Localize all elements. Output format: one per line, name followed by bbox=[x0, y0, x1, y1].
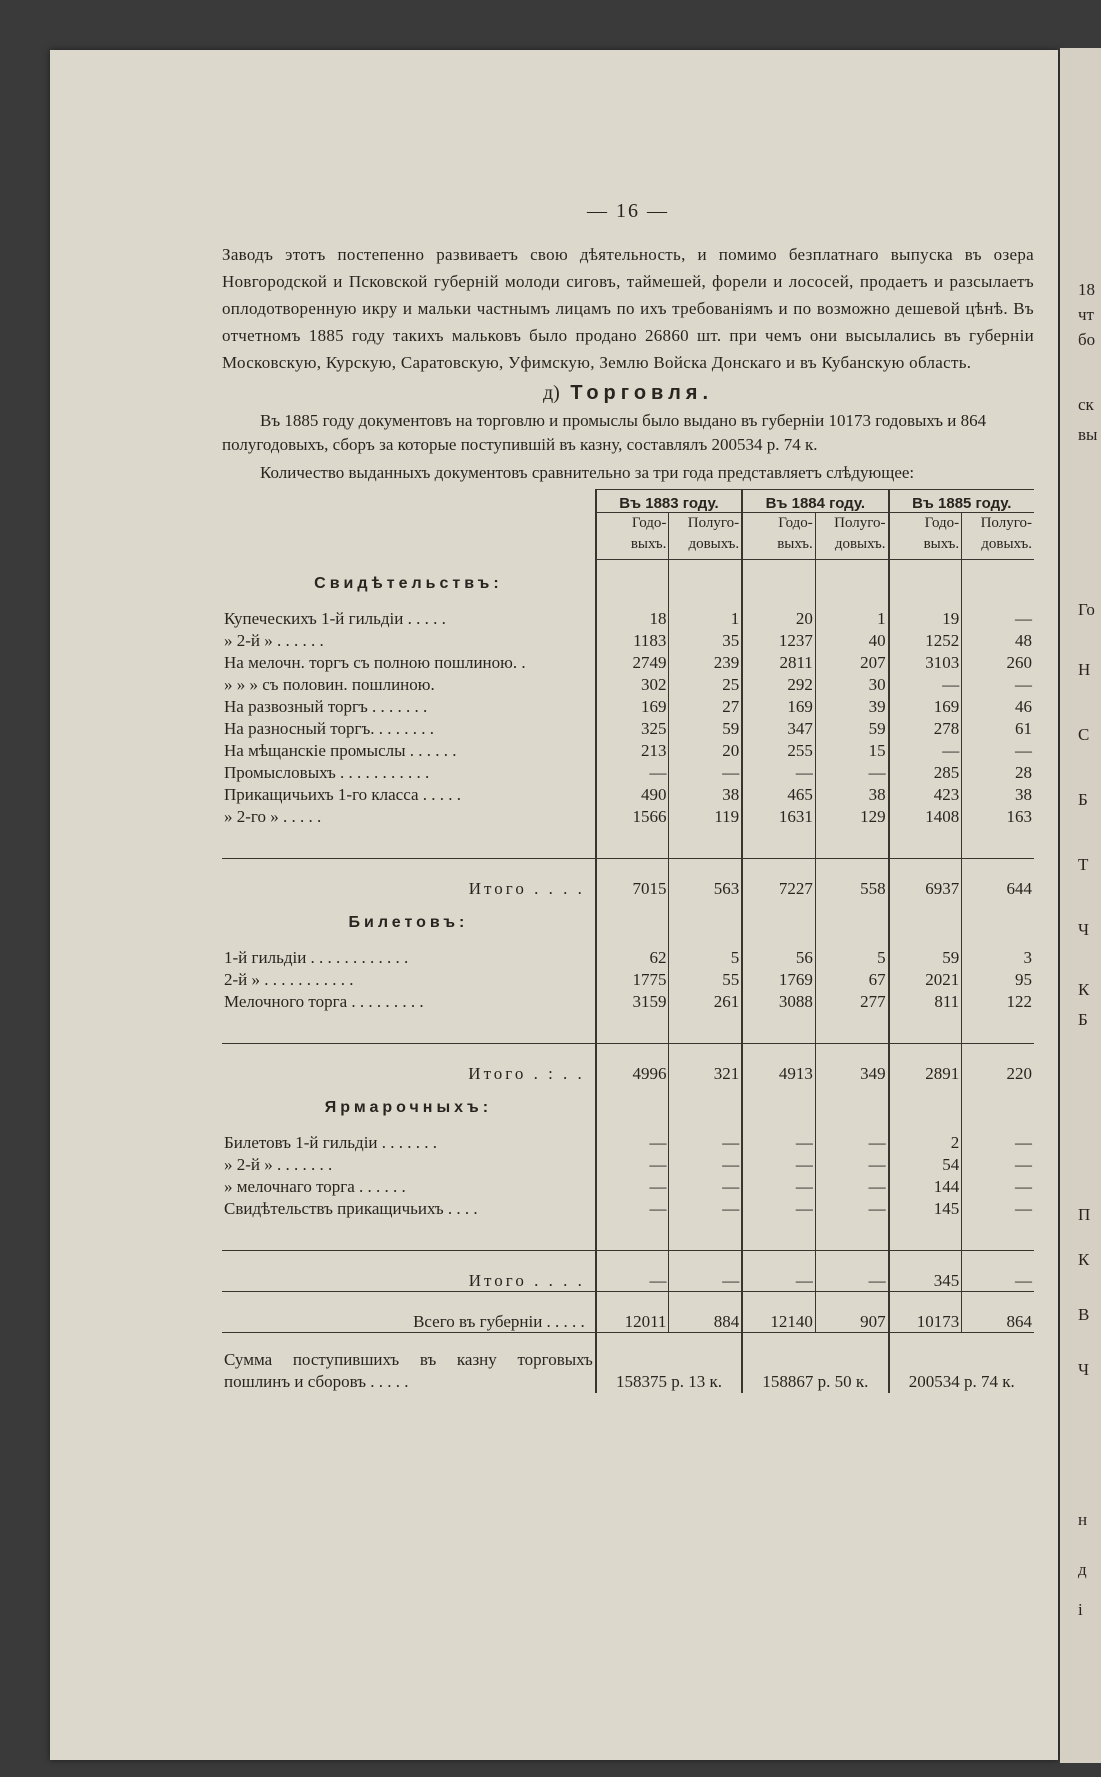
table-cell: 1775 bbox=[596, 969, 669, 991]
sum-cell: 158375 р. 13 к. bbox=[596, 1332, 742, 1393]
table-cell: 62 bbox=[596, 947, 669, 969]
section-heading bbox=[222, 382, 1034, 405]
table-cell: — bbox=[962, 674, 1034, 696]
table-cell: — bbox=[962, 1154, 1034, 1176]
table-cell: 145 bbox=[889, 1198, 962, 1220]
row-label: Свидѣтельствъ прикащичьихъ . . . . bbox=[224, 1198, 478, 1218]
column-header: Полуго-довыхъ. bbox=[815, 513, 888, 560]
table-corner bbox=[222, 513, 596, 560]
table-cell: 129 bbox=[815, 806, 888, 828]
table-cell: 558 bbox=[815, 858, 888, 899]
table-cell: 163 bbox=[962, 806, 1034, 828]
sum-row bbox=[222, 1332, 1034, 1393]
margin-fragment: і bbox=[1078, 1600, 1083, 1619]
row-label: » 2-й » . . . . . . bbox=[224, 630, 324, 650]
grand-total-row bbox=[222, 1291, 1034, 1332]
total-row bbox=[222, 858, 1034, 899]
table-cell: — bbox=[669, 762, 742, 784]
row-label: » 2-й » . . . . . . . bbox=[224, 1154, 333, 1174]
table-cell: 349 bbox=[815, 1043, 888, 1084]
table-cell: 144 bbox=[889, 1176, 962, 1198]
margin-fragment: К bbox=[1078, 1250, 1090, 1269]
table-cell: 6937 bbox=[889, 858, 962, 899]
table-cell: — bbox=[669, 1154, 742, 1176]
row-label: Билетовъ 1-й гильдіи . . . . . . . bbox=[224, 1132, 438, 1152]
table-cell-empty bbox=[889, 828, 962, 859]
table-cell: — bbox=[815, 762, 888, 784]
table-row bbox=[222, 1198, 1034, 1220]
table-cell-empty bbox=[596, 828, 669, 859]
column-header: Годо-выхъ. bbox=[596, 513, 669, 560]
year-header: Въ 1885 году. bbox=[889, 490, 1034, 513]
table-cell: 884 bbox=[669, 1291, 742, 1332]
margin-fragment: бо bbox=[1078, 330, 1096, 349]
section-title: Билетовъ: bbox=[348, 913, 469, 931]
table-row bbox=[222, 806, 1034, 828]
table-cell: — bbox=[596, 1132, 669, 1154]
table-cell: — bbox=[815, 1176, 888, 1198]
table-cell-empty bbox=[889, 1013, 962, 1044]
margin-fragment: Т bbox=[1078, 855, 1089, 874]
table-cell: 1631 bbox=[742, 806, 815, 828]
table-cell-empty bbox=[742, 560, 815, 608]
table-cell-empty bbox=[962, 899, 1034, 947]
table-cell: 213 bbox=[596, 740, 669, 762]
table-cell: 5 bbox=[815, 947, 888, 969]
row-label: На развозный торгъ . . . . . . . bbox=[224, 696, 428, 716]
table-row bbox=[222, 630, 1034, 652]
table-row bbox=[222, 762, 1034, 784]
table-cell: 2749 bbox=[596, 652, 669, 674]
table-cell: — bbox=[815, 1132, 888, 1154]
table-cell: 30 bbox=[815, 674, 888, 696]
table-cell: 54 bbox=[889, 1154, 962, 1176]
margin-fragment: П bbox=[1078, 1205, 1091, 1224]
table-cell-empty bbox=[596, 1084, 669, 1132]
grand-total-label: Всего въ губерніи . . . . . bbox=[222, 1291, 596, 1332]
table-cell: 1237 bbox=[742, 630, 815, 652]
margin-fragment: н bbox=[1078, 1510, 1088, 1529]
table-cell: — bbox=[962, 740, 1034, 762]
table-cell-empty bbox=[596, 1013, 669, 1044]
table-row bbox=[222, 740, 1034, 762]
table-cell: — bbox=[596, 762, 669, 784]
table-cell: — bbox=[669, 1132, 742, 1154]
table-cell-empty bbox=[962, 828, 1034, 859]
margin-fragment: ск bbox=[1078, 395, 1094, 414]
row-label: На мелочн. торгъ съ полною пошлиною. . bbox=[224, 652, 526, 672]
table-cell-empty bbox=[815, 1084, 888, 1132]
table-cell: — bbox=[815, 1250, 888, 1291]
table-cell: — bbox=[742, 1176, 815, 1198]
table-cell: 1408 bbox=[889, 806, 962, 828]
table-cell-empty bbox=[815, 1220, 888, 1251]
table-cell-empty bbox=[669, 1013, 742, 1044]
table-cell: — bbox=[742, 1250, 815, 1291]
column-header: Полуго-довыхъ. bbox=[962, 513, 1034, 560]
row-label: Мелочного торга . . . . . . . . . bbox=[224, 991, 424, 1011]
total-label: Итого . . . . bbox=[222, 858, 596, 899]
row-label: 2-й » . . . . . . . . . . . bbox=[224, 969, 354, 989]
row-label: » мелочнаго торга . . . . . . bbox=[224, 1176, 406, 1196]
page-content bbox=[222, 200, 1034, 1393]
table-cell: 3103 bbox=[889, 652, 962, 674]
table-cell: 1 bbox=[815, 608, 888, 630]
margin-fragment: В bbox=[1078, 1305, 1090, 1324]
table-cell-empty bbox=[669, 828, 742, 859]
table-cell-empty bbox=[815, 560, 888, 608]
table-cell: 20 bbox=[669, 740, 742, 762]
table-cell: 46 bbox=[962, 696, 1034, 718]
sum-cell: 200534 р. 74 к. bbox=[889, 1332, 1034, 1393]
sum-label: Сумма поступившихъ въ казну торговыхъ пошлинъ и сборовъ . . . . . bbox=[222, 1332, 596, 1393]
table-cell-empty bbox=[889, 1084, 962, 1132]
column-header: Годо-выхъ. bbox=[889, 513, 962, 560]
table-cell: 12011 bbox=[596, 1291, 669, 1332]
table-cell: 1769 bbox=[742, 969, 815, 991]
table-cell: 59 bbox=[669, 718, 742, 740]
table-cell-empty bbox=[815, 899, 888, 947]
table-cell: 169 bbox=[596, 696, 669, 718]
table-cell-empty bbox=[962, 560, 1034, 608]
table-cell: 35 bbox=[669, 630, 742, 652]
margin-fragment: д bbox=[1078, 1560, 1087, 1579]
row-label: Прикащичьихъ 1-го класса . . . . . bbox=[224, 784, 461, 804]
row-label: » » » съ половин. пошлиною. bbox=[224, 674, 435, 694]
table-cell: 1252 bbox=[889, 630, 962, 652]
table-row bbox=[222, 969, 1034, 991]
margin-fragment: К bbox=[1078, 980, 1090, 999]
table-cell: 4996 bbox=[596, 1043, 669, 1084]
table-cell: — bbox=[889, 674, 962, 696]
table-cell: 261 bbox=[669, 991, 742, 1013]
margin-fragment: Н bbox=[1078, 660, 1091, 679]
column-header: Полуго-довыхъ. bbox=[669, 513, 742, 560]
margin-fragment: 18 bbox=[1078, 280, 1095, 299]
table-cell: — bbox=[815, 1198, 888, 1220]
table-cell: 2 bbox=[889, 1132, 962, 1154]
total-label: Итого . . . . bbox=[222, 1250, 596, 1291]
margin-fragment: Ч bbox=[1078, 1360, 1090, 1379]
table-cell: 1 bbox=[669, 608, 742, 630]
table-cell: 3088 bbox=[742, 991, 815, 1013]
heading-letter: д) bbox=[542, 382, 560, 404]
table-cell: — bbox=[596, 1250, 669, 1291]
table-cell: 260 bbox=[962, 652, 1034, 674]
margin-fragment: Б bbox=[1078, 790, 1088, 809]
table-cell: — bbox=[596, 1176, 669, 1198]
margin-fragment: чт bbox=[1078, 305, 1094, 324]
table-cell: 2021 bbox=[889, 969, 962, 991]
table-cell: — bbox=[742, 762, 815, 784]
table-cell: — bbox=[596, 1198, 669, 1220]
table-cell: 28 bbox=[962, 762, 1034, 784]
total-row bbox=[222, 1250, 1034, 1291]
table-row bbox=[222, 696, 1034, 718]
table-cell: 292 bbox=[742, 674, 815, 696]
table-cell: 61 bbox=[962, 718, 1034, 740]
table-cell: 15 bbox=[815, 740, 888, 762]
table-cell: — bbox=[669, 1250, 742, 1291]
table-cell: 18 bbox=[596, 608, 669, 630]
table-cell-empty bbox=[596, 1220, 669, 1251]
table-cell: 347 bbox=[742, 718, 815, 740]
table-cell: 25 bbox=[669, 674, 742, 696]
table-cell: — bbox=[669, 1176, 742, 1198]
heading-text: Торговля. bbox=[570, 382, 714, 404]
year-header: Въ 1883 году. bbox=[596, 490, 742, 513]
table-cell: 490 bbox=[596, 784, 669, 806]
table-cell: — bbox=[962, 1250, 1034, 1291]
adjacent-page-edge bbox=[1060, 48, 1101, 1763]
table-cell-empty bbox=[889, 560, 962, 608]
table-row bbox=[222, 991, 1034, 1013]
table-row bbox=[222, 674, 1034, 696]
table-cell-empty bbox=[669, 899, 742, 947]
table-row bbox=[222, 718, 1034, 740]
table-cell: 644 bbox=[962, 858, 1034, 899]
table-cell: 239 bbox=[669, 652, 742, 674]
table-cell: 10173 bbox=[889, 1291, 962, 1332]
table-cell: 20 bbox=[742, 608, 815, 630]
table-cell: 285 bbox=[889, 762, 962, 784]
row-label: Купеческихъ 1-й гильдіи . . . . . bbox=[224, 608, 446, 628]
table-cell: 95 bbox=[962, 969, 1034, 991]
section-title: Ярмарочныхъ: bbox=[324, 1098, 493, 1116]
table-cell-empty bbox=[669, 1084, 742, 1132]
margin-fragment: Ч bbox=[1078, 920, 1090, 939]
table-cell: 278 bbox=[889, 718, 962, 740]
row-label: Промысловыхъ . . . . . . . . . . . bbox=[224, 762, 430, 782]
table-row bbox=[222, 652, 1034, 674]
section-title: Свидѣтельствъ: bbox=[314, 574, 503, 592]
table-cell: 38 bbox=[669, 784, 742, 806]
table-cell: — bbox=[962, 608, 1034, 630]
table-row bbox=[222, 1154, 1034, 1176]
margin-fragment: вы bbox=[1078, 425, 1098, 444]
table-cell: 48 bbox=[962, 630, 1034, 652]
table-cell: 255 bbox=[742, 740, 815, 762]
table-row bbox=[222, 608, 1034, 630]
table-cell: — bbox=[669, 1198, 742, 1220]
row-label: На разносный торгъ. . . . . . . . bbox=[224, 718, 434, 738]
table-cell-empty bbox=[742, 1084, 815, 1132]
spacer bbox=[222, 828, 596, 859]
table-cell: 907 bbox=[815, 1291, 888, 1332]
table-cell: 27 bbox=[669, 696, 742, 718]
table-row bbox=[222, 784, 1034, 806]
table-cell-empty bbox=[962, 1220, 1034, 1251]
table-corner bbox=[222, 490, 596, 513]
table-cell-empty bbox=[596, 560, 669, 608]
table-cell-empty bbox=[742, 1220, 815, 1251]
table-cell: 40 bbox=[815, 630, 888, 652]
page-number: — 16 — bbox=[587, 200, 669, 222]
table-cell: 169 bbox=[742, 696, 815, 718]
table-cell: 302 bbox=[596, 674, 669, 696]
trade-documents-table bbox=[222, 489, 1034, 1393]
margin-fragment: Б bbox=[1078, 1010, 1088, 1029]
table-cell-empty bbox=[889, 899, 962, 947]
table-cell: 1183 bbox=[596, 630, 669, 652]
row-label: 1-й гильдіи . . . . . . . . . . . . bbox=[224, 947, 409, 967]
table-cell: 811 bbox=[889, 991, 962, 1013]
table-cell: 5 bbox=[669, 947, 742, 969]
table-cell: — bbox=[889, 740, 962, 762]
table-cell: 55 bbox=[669, 969, 742, 991]
table-cell: — bbox=[742, 1154, 815, 1176]
margin-fragment: Го bbox=[1078, 600, 1095, 619]
column-header: Годо-выхъ. bbox=[742, 513, 815, 560]
year-header: Въ 1884 году. bbox=[742, 490, 888, 513]
table-cell-empty bbox=[742, 828, 815, 859]
table-cell-empty bbox=[815, 1013, 888, 1044]
table-row bbox=[222, 947, 1034, 969]
table-cell: 3159 bbox=[596, 991, 669, 1013]
table-cell: 122 bbox=[962, 991, 1034, 1013]
paragraph-comparison: Количество выданныхъ документовъ сравнительно за три года представляетъ слѣдующее: bbox=[260, 463, 915, 482]
spacer bbox=[222, 1220, 596, 1251]
table-cell: 7015 bbox=[596, 858, 669, 899]
table-cell-empty bbox=[742, 1013, 815, 1044]
table-cell-empty bbox=[889, 1220, 962, 1251]
row-label: » 2-го » . . . . . bbox=[224, 806, 322, 826]
table-cell: 19 bbox=[889, 608, 962, 630]
total-label: Итого . : . . bbox=[222, 1043, 596, 1084]
table-cell: 38 bbox=[815, 784, 888, 806]
table-cell: 169 bbox=[889, 696, 962, 718]
total-row bbox=[222, 1043, 1034, 1084]
table-cell: 59 bbox=[889, 947, 962, 969]
table-cell: 465 bbox=[742, 784, 815, 806]
spacer bbox=[222, 1013, 596, 1044]
table-cell-empty bbox=[596, 899, 669, 947]
table-cell: 4913 bbox=[742, 1043, 815, 1084]
table-cell-empty bbox=[962, 1013, 1034, 1044]
row-label: На мѣщанскіе промыслы . . . . . . bbox=[224, 740, 457, 760]
table-cell: 56 bbox=[742, 947, 815, 969]
table-cell: 3 bbox=[962, 947, 1034, 969]
table-cell: 423 bbox=[889, 784, 962, 806]
table-cell: 59 bbox=[815, 718, 888, 740]
table-cell: 7227 bbox=[742, 858, 815, 899]
table-cell: — bbox=[962, 1198, 1034, 1220]
table-cell-empty bbox=[742, 899, 815, 947]
table-cell: 563 bbox=[669, 858, 742, 899]
paragraph-trade-1885: Въ 1885 году документовъ на торговлю и промыслы было выдано въ губерніи 10173 годовыхъ и 864 полугодовыхъ, сборъ за которые поступившій въ казну, составлялъ 200534 р. 74 к. bbox=[222, 411, 987, 454]
table-cell: 12140 bbox=[742, 1291, 815, 1332]
table-cell: — bbox=[742, 1198, 815, 1220]
table-cell: — bbox=[962, 1132, 1034, 1154]
table-cell: — bbox=[596, 1154, 669, 1176]
table-cell: 220 bbox=[962, 1043, 1034, 1084]
margin-fragment: С bbox=[1078, 725, 1090, 744]
table-cell: 277 bbox=[815, 991, 888, 1013]
table-row bbox=[222, 1132, 1034, 1154]
table-cell: 119 bbox=[669, 806, 742, 828]
table-cell-empty bbox=[669, 1220, 742, 1251]
table-cell: — bbox=[742, 1132, 815, 1154]
table-cell: 207 bbox=[815, 652, 888, 674]
paragraph-fish-hatchery: Заводъ этотъ постепенно развиваетъ свою дѣятельность, и помимо безплатнаго выпуска въ озера Новгородской и Псковской губерній молоди сиговъ, таймешей, форели и лососей, продаетъ и разсылаетъ оплодотворенную икру и мальки частнымъ лицамъ по ихъ требованіямъ и по возможно дешевой цѣнѣ. Въ отчетномъ 1885 году такихъ мальковъ было продано 26860 шт. при чемъ они высылались въ губерніи Московскую, Курскую, Саратовскую, Уфимскую, Землю Войска Донскаго и въ Кубанскую область. bbox=[222, 245, 1034, 372]
table-cell-empty bbox=[815, 828, 888, 859]
table-cell: 2891 bbox=[889, 1043, 962, 1084]
table-cell-empty bbox=[669, 560, 742, 608]
table-cell: 39 bbox=[815, 696, 888, 718]
table-cell: 345 bbox=[889, 1250, 962, 1291]
table-cell: — bbox=[815, 1154, 888, 1176]
table-cell: 325 bbox=[596, 718, 669, 740]
table-row bbox=[222, 1176, 1034, 1198]
table-cell: — bbox=[962, 1176, 1034, 1198]
table-cell: 67 bbox=[815, 969, 888, 991]
table-cell: 864 bbox=[962, 1291, 1034, 1332]
table-cell: 321 bbox=[669, 1043, 742, 1084]
table-cell: 38 bbox=[962, 784, 1034, 806]
table-cell: 2811 bbox=[742, 652, 815, 674]
table-cell-empty bbox=[962, 1084, 1034, 1132]
table-cell: 1566 bbox=[596, 806, 669, 828]
sum-cell: 158867 р. 50 к. bbox=[742, 1332, 888, 1393]
